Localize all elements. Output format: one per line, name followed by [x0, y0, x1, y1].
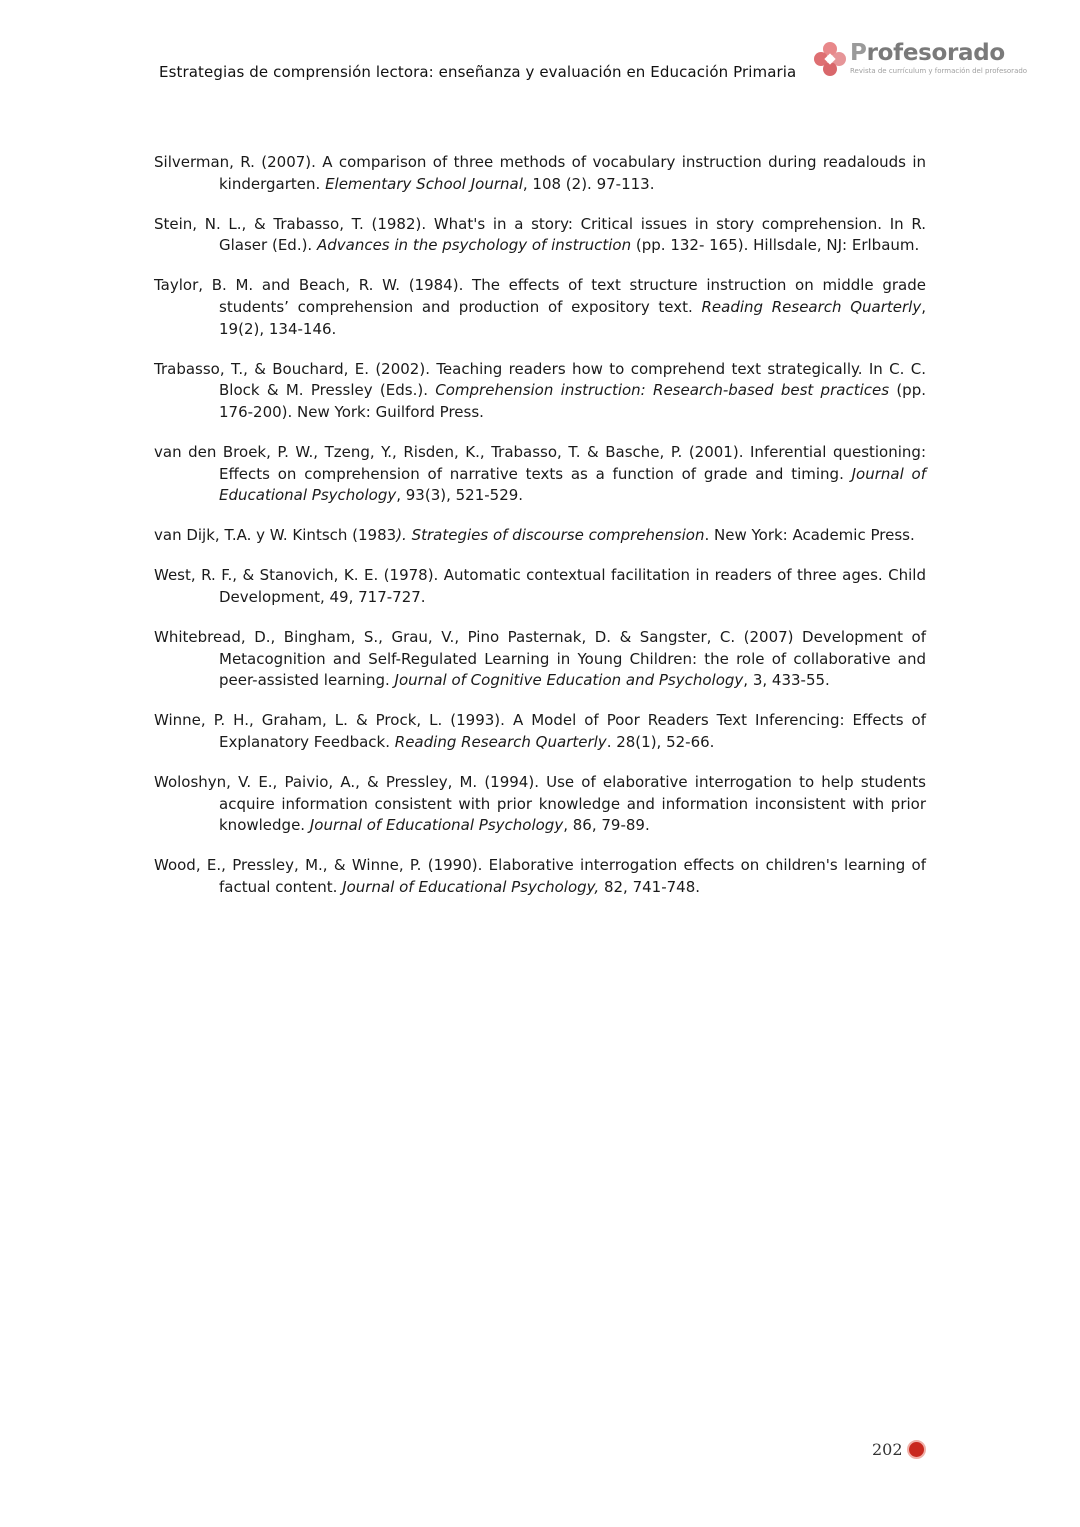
reference-entry: Trabasso, T., & Bouchard, E. (2002). Teaching readers how to comprehend text strategically. In C. C. Block & M. Pressley (Eds.). Comprehension instruction: Research-based best practices (pp. 176-200). New York: Guilford Press. — [154, 359, 926, 421]
reference-entry: Stein, N. L., & Trabasso, T. (1982). What's in a story: Critical issues in story comprehension. In R. Glaser (Ed.). Advances in the psychology of instruction (pp. 132- 165). Hillsdale, NJ: Erlbaum. — [154, 214, 926, 255]
reference-entry: van Dijk, T.A. y W. Kintsch (1983). Strategies of discourse comprehension. New York: Academic Press. — [154, 526, 915, 545]
page-marker-dot-icon — [907, 1440, 926, 1459]
reference-entry: West, R. F., & Stanovich, K. E. (1978). Automatic contextual facilitation in readers of three ages. Child Development, 49, 717-727. — [154, 566, 926, 606]
reference-entry: Woloshyn, V. E., Paivio, A., & Pressley, M. (1994). Use of elaborative interrogation to help students acquire information consistent with prior knowledge and information inconsistent with prior knowledge. Journal of Educational Psychology, 86, 79-89. — [154, 772, 926, 835]
reference-entry: Wood, E., Pressley, M., & Winne, P. (1990). Elaborative interrogation effects on children's learning of factual content. Journal of Educational Psychology, 82, 741-748. — [154, 856, 926, 896]
reference-entry: Silverman, R. (2007). A comparison of three methods of vocabulary instruction during readalouds in kindergarten. Elementary School Journal, 108 (2). 97-113. — [154, 153, 926, 193]
page-number: 202 — [872, 1440, 903, 1459]
reference-list — [154, 152, 926, 917]
reference-entry: van den Broek, P. W., Tzeng, Y., Risden, K., Trabasso, T. & Basche, P. (2001). Inferential questioning: Effects on comprehension of narrative texts as a function of grade and timing. Journal of Educational Psychology, 93(3), 521-529. — [154, 442, 926, 505]
running-header-title: Estrategias de comprensión lectora: enseñanza y evaluación en Educación Primaria — [159, 63, 797, 81]
reference-entry: Taylor, B. M. and Beach, R. W. (1984). The effects of text structure instruction on middle grade students’ comprehension and production of expository text. Reading Research Quarterly, 19(2), 134-146. — [154, 276, 926, 338]
reference-entry: Whitebread, D., Bingham, S., Grau, V., Pino Pasternak, D. & Sangster, C. (2007) Development of Metacognition and Self-Regulated Learning in Young Children: the role of collaborative and peer-assisted learning. Journal of Cognitive Education and Psychology, 3, 433-55. — [154, 628, 926, 690]
logo-wordmark: Profesorado — [850, 40, 1005, 66]
profesorado-logo — [812, 40, 1032, 84]
logo-tagline: Revista de currículum y formación del profesorado — [850, 67, 1028, 75]
reference-entry: Winne, P. H., Graham, L. & Prock, L. (1993). A Model of Poor Readers Text Inferencing: Effects of Explanatory Feedback. Reading Research Quarterly. 28(1), 52-66. — [154, 711, 926, 751]
flower-logo-icon — [812, 40, 848, 80]
